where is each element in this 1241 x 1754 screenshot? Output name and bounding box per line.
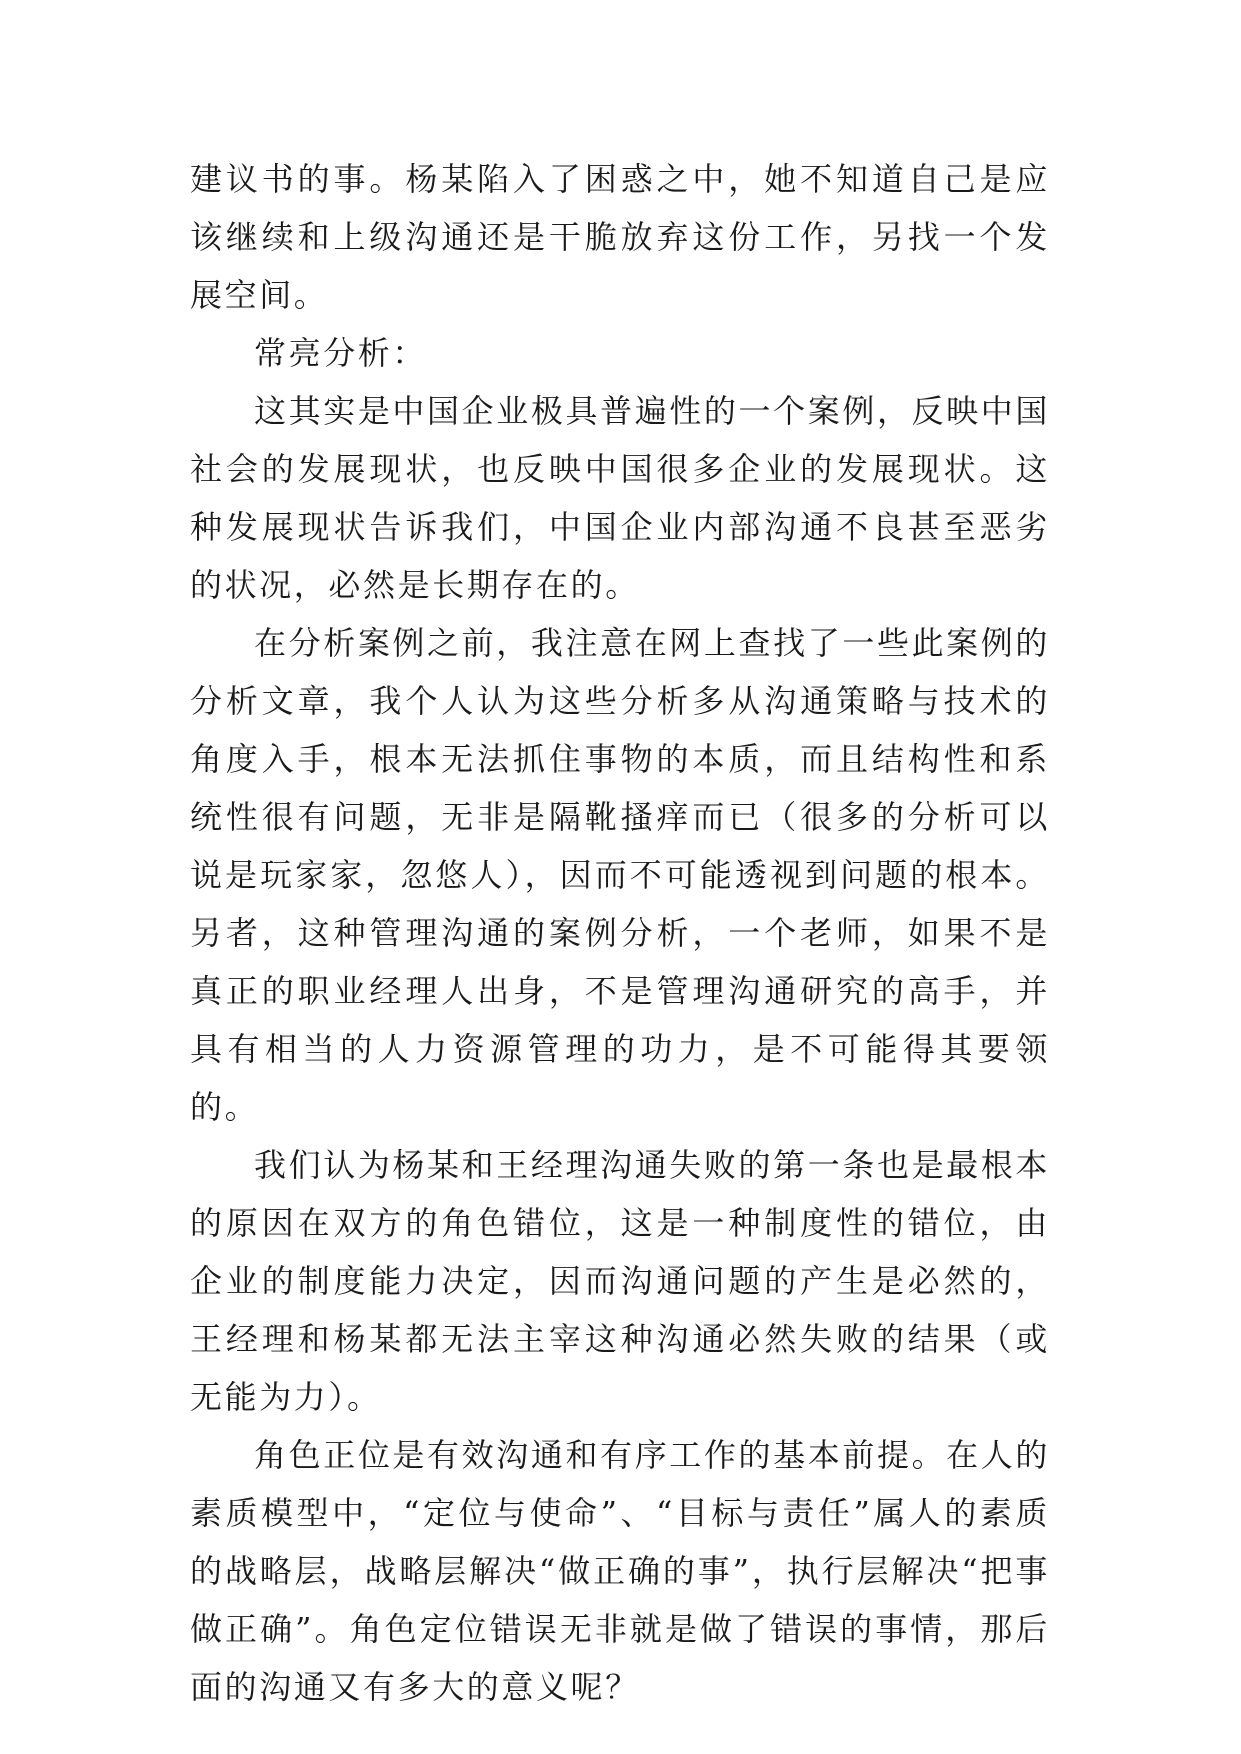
paragraph-3: 这其实是中国企业极具普遍性的一个案例，反映中国社会的发展现状，也反映中国很多企业的发展现状。这种发展现状告诉我们，中国企业内部沟通不良甚至恶劣的状况，必然是长期存在的。: [190, 392, 1050, 604]
paragraph-5: 我们认为杨某和王经理沟通失败的第一条也是最根本的原因在双方的角色错位，这是一种制度性的错位，由企业的制度能力决定，因而沟通问题的产生是必然的，王经理和杨某都无法主宰这种沟通必然失败的结果（或无能为力）。: [190, 1146, 1050, 1416]
paragraph-1: 建议书的事。杨某陷入了困惑之中，她不知道自己是应该继续和上级沟通还是干脆放弃这份工作，另找一个发展空间。: [190, 160, 1050, 314]
paragraph-2-heading: 常亮分析：: [254, 334, 428, 372]
document-body: [190, 150, 1050, 1716]
paragraph-4: 在分析案例之前，我注意在网上查找了一些此案例的分析文章，我个人认为这些分析多从沟通策略与技术的角度入手，根本无法抓住事物的本质，而且结构性和系统性很有问题，无非是隔靴搔痒而已（很多的分析可以说是玩家家，忽悠人），因而不可能透视到问题的根本。另者，这种管理沟通的案例分析，一个老师，如果不是真正的职业经理人出身，不是管理沟通研究的高手，并具有相当的人力资源管理的功力，是不可能得其要领的。: [190, 624, 1050, 1126]
paragraph-6: 角色正位是有效沟通和有序工作的基本前提。在人的素质模型中，“定位与使命”、“目标与责任”属人的素质的战略层，战略层解决“做正确的事”，执行层解决“把事做正确”。角色定位错误无非就是做了错误的事情，那后面的沟通又有多大的意义呢？: [190, 1436, 1050, 1706]
